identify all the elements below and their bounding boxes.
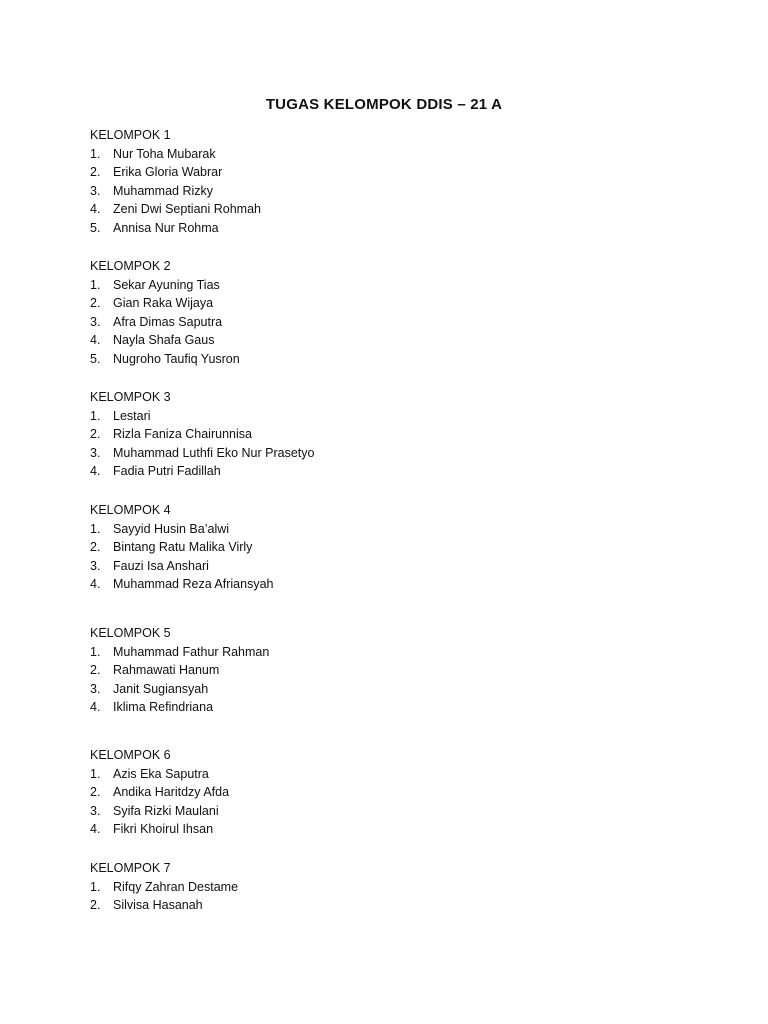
list-item	[90, 820, 229, 839]
member-name: Muhammad Rizky	[113, 183, 214, 198]
list-item-number: 3.	[90, 558, 101, 573]
list-item	[90, 462, 314, 481]
list-item	[90, 643, 269, 662]
list-item-number: 5.	[90, 351, 101, 366]
page-title: TUGAS KELOMPOK DDIS – 21 A	[265, 96, 503, 113]
list-item	[90, 802, 229, 821]
list-item	[90, 765, 229, 784]
member-name: Andika Haritdzy Afda	[113, 785, 230, 800]
list-item-number: 4.	[90, 202, 101, 217]
list-item	[90, 896, 238, 915]
list-item-number: 2.	[90, 165, 101, 180]
list-item	[90, 276, 240, 295]
list-item-number: 4.	[90, 333, 101, 348]
list-item-number: 2.	[90, 663, 101, 678]
member-name: Erika Gloria Wabrar	[113, 165, 223, 180]
list-item	[90, 407, 314, 426]
member-name: Fikri Khoirul Ihsan	[113, 822, 214, 837]
group-heading: KELOMPOK 3	[90, 390, 171, 404]
list-item	[90, 331, 240, 350]
member-name: Zeni Dwi Septiani Rohmah	[113, 202, 261, 217]
member-name: Rizla Faniza Chairunnisa	[113, 427, 252, 442]
list-item-number: 4.	[90, 700, 101, 715]
list-item	[90, 538, 274, 557]
list-item	[90, 698, 269, 717]
list-item	[90, 575, 274, 594]
member-name: Muhammad Reza Afriansyah	[113, 577, 274, 592]
member-name: Nugroho Taufiq Yusron	[113, 351, 240, 366]
member-name: Gian Raka Wijaya	[113, 296, 214, 311]
list-item	[90, 425, 314, 444]
list-item	[90, 680, 269, 699]
member-name: Lestari	[113, 408, 151, 423]
member-name: Azis Eka Saputra	[113, 766, 209, 781]
member-name: Rahmawati Hanum	[113, 663, 220, 678]
group-2	[90, 257, 240, 369]
member-name: Fadia Putri Fadillah	[113, 464, 221, 479]
list-item-number: 2.	[90, 898, 101, 913]
list-item-number: 2.	[90, 427, 101, 442]
list-item-number: 1.	[90, 408, 101, 423]
member-name: Bintang Ratu Malika Virly	[113, 540, 253, 555]
group-7	[90, 859, 238, 915]
member-name: Rifqy Zahran Destame	[113, 879, 239, 894]
member-name: Nayla Shafa Gaus	[113, 333, 215, 348]
list-item	[90, 313, 240, 332]
list-item	[90, 520, 274, 539]
list-item-number: 1.	[90, 277, 101, 292]
list-item-number: 1.	[90, 766, 101, 781]
member-name: Muhammad Luthfi Eko Nur Prasetyo	[113, 445, 315, 460]
list-item-number: 2.	[90, 785, 101, 800]
list-item	[90, 163, 261, 182]
list-item	[90, 294, 240, 313]
list-item-number: 1.	[90, 879, 101, 894]
list-item	[90, 557, 274, 576]
member-name: Fauzi Isa Anshari	[113, 558, 209, 573]
list-item-number: 3.	[90, 803, 101, 818]
group-4	[90, 501, 274, 594]
list-item	[90, 200, 261, 219]
list-item-number: 3.	[90, 445, 101, 460]
group-heading: KELOMPOK 6	[90, 748, 171, 762]
list-item-number: 2.	[90, 296, 101, 311]
list-item	[90, 878, 238, 897]
list-item	[90, 661, 269, 680]
list-item-number: 5.	[90, 220, 101, 235]
list-item-number: 3.	[90, 681, 101, 696]
member-name: Silvisa Hasanah	[113, 898, 203, 913]
member-name: Janit Sugiansyah	[113, 681, 209, 696]
member-name: Sayyid Husin Ba’alwi	[113, 521, 230, 536]
list-item-number: 2.	[90, 540, 101, 555]
list-item-number: 3.	[90, 183, 101, 198]
list-item-number: 4.	[90, 822, 101, 837]
group-heading: KELOMPOK 5	[90, 626, 171, 640]
group-1	[90, 126, 261, 238]
list-item-number: 4.	[90, 577, 101, 592]
group-heading: KELOMPOK 2	[90, 259, 171, 273]
list-item-number: 1.	[90, 644, 101, 659]
member-name: Afra Dimas Saputra	[113, 314, 223, 329]
list-item	[90, 182, 261, 201]
list-item	[90, 145, 261, 164]
list-item	[90, 350, 240, 369]
list-item-number: 1.	[90, 521, 101, 536]
member-name: Nur Toha Mubarak	[113, 146, 216, 161]
group-3	[90, 388, 314, 481]
member-name: Iklima Refindriana	[113, 700, 214, 715]
list-item	[90, 444, 314, 463]
member-name: Sekar Ayuning Tias	[113, 277, 220, 292]
list-item-number: 3.	[90, 314, 101, 329]
list-item	[90, 219, 261, 238]
group-heading: KELOMPOK 7	[90, 861, 171, 875]
member-name: Annisa Nur Rohma	[113, 220, 219, 235]
group-5	[90, 624, 269, 717]
member-name: Syifa Rizki Maulani	[113, 803, 219, 818]
group-heading: KELOMPOK 1	[90, 128, 171, 142]
list-item	[90, 783, 229, 802]
list-item-number: 1.	[90, 146, 101, 161]
member-name: Muhammad Fathur Rahman	[113, 644, 270, 659]
list-item-number: 4.	[90, 464, 101, 479]
group-6	[90, 746, 229, 839]
group-heading: KELOMPOK 4	[90, 503, 171, 517]
